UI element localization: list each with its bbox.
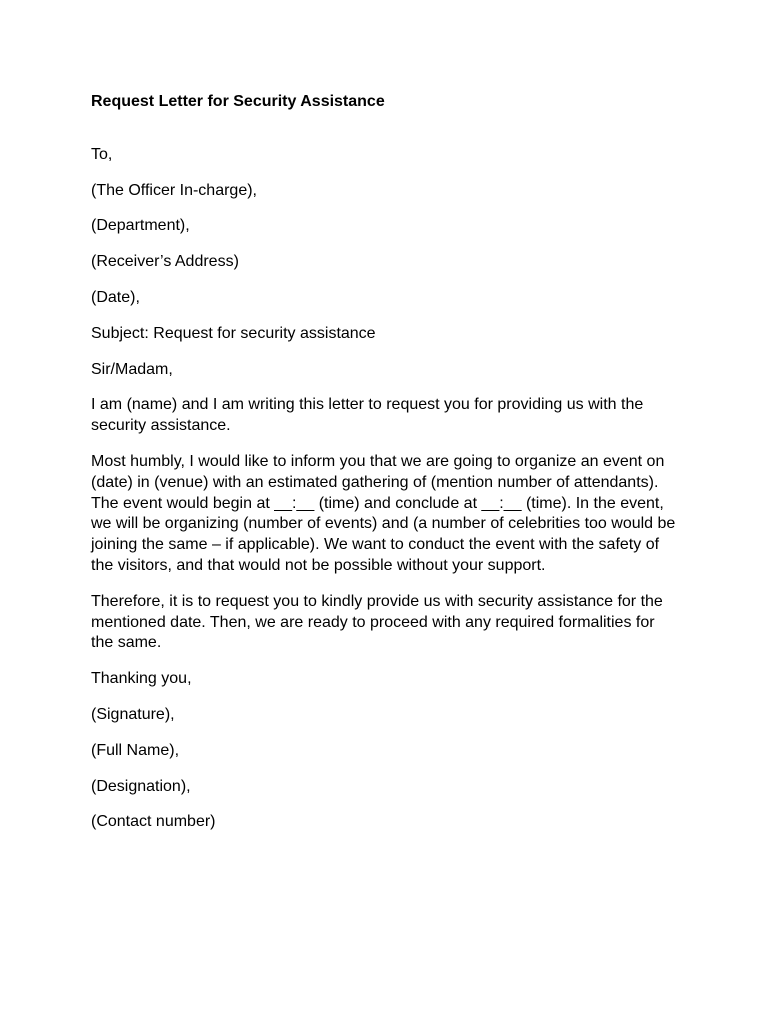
to-line: To, bbox=[91, 145, 113, 163]
document-title: Request Letter for Security Assistance bbox=[91, 93, 385, 110]
designation-line: (Designation), bbox=[91, 777, 191, 795]
letter-date: (Date), bbox=[91, 288, 140, 306]
body-paragraph-1: I am (name) and I am writing this letter to request you for providing us with the security assistance. bbox=[91, 396, 644, 435]
recipient-officer: (The Officer In-charge), bbox=[91, 181, 257, 199]
full-name-line: (Full Name), bbox=[91, 741, 180, 759]
recipient-department: (Department), bbox=[91, 217, 190, 235]
salutation: Sir/Madam, bbox=[91, 360, 173, 378]
body-paragraph-2: Most humbly, I would like to inform you that we are going to organize an event on (date) in (venue) with an estimated gathering of (mention number of attendants). The event would begin at __:__ (time) and conclude at __:__ (time). In the event, we will be organizing (number of events) and (a number of celebrities too would be joining the same – if applicable). We want to conduct the event with the safety of the visitors, and that would not be possible without your support. bbox=[91, 452, 676, 574]
subject-line: Subject: Request for security assistance bbox=[91, 324, 376, 342]
letter-page bbox=[91, 92, 681, 848]
body-paragraph-3: Therefore, it is to request you to kindly provide us with security assistance for the mentioned date. Then, we are ready to proceed with any required formalities for the same. bbox=[91, 592, 663, 652]
closing-line: Thanking you, bbox=[91, 670, 192, 688]
signature-line: (Signature), bbox=[91, 705, 175, 723]
recipient-address: (Receiver’s Address) bbox=[91, 253, 239, 271]
contact-line: (Contact number) bbox=[91, 813, 216, 831]
